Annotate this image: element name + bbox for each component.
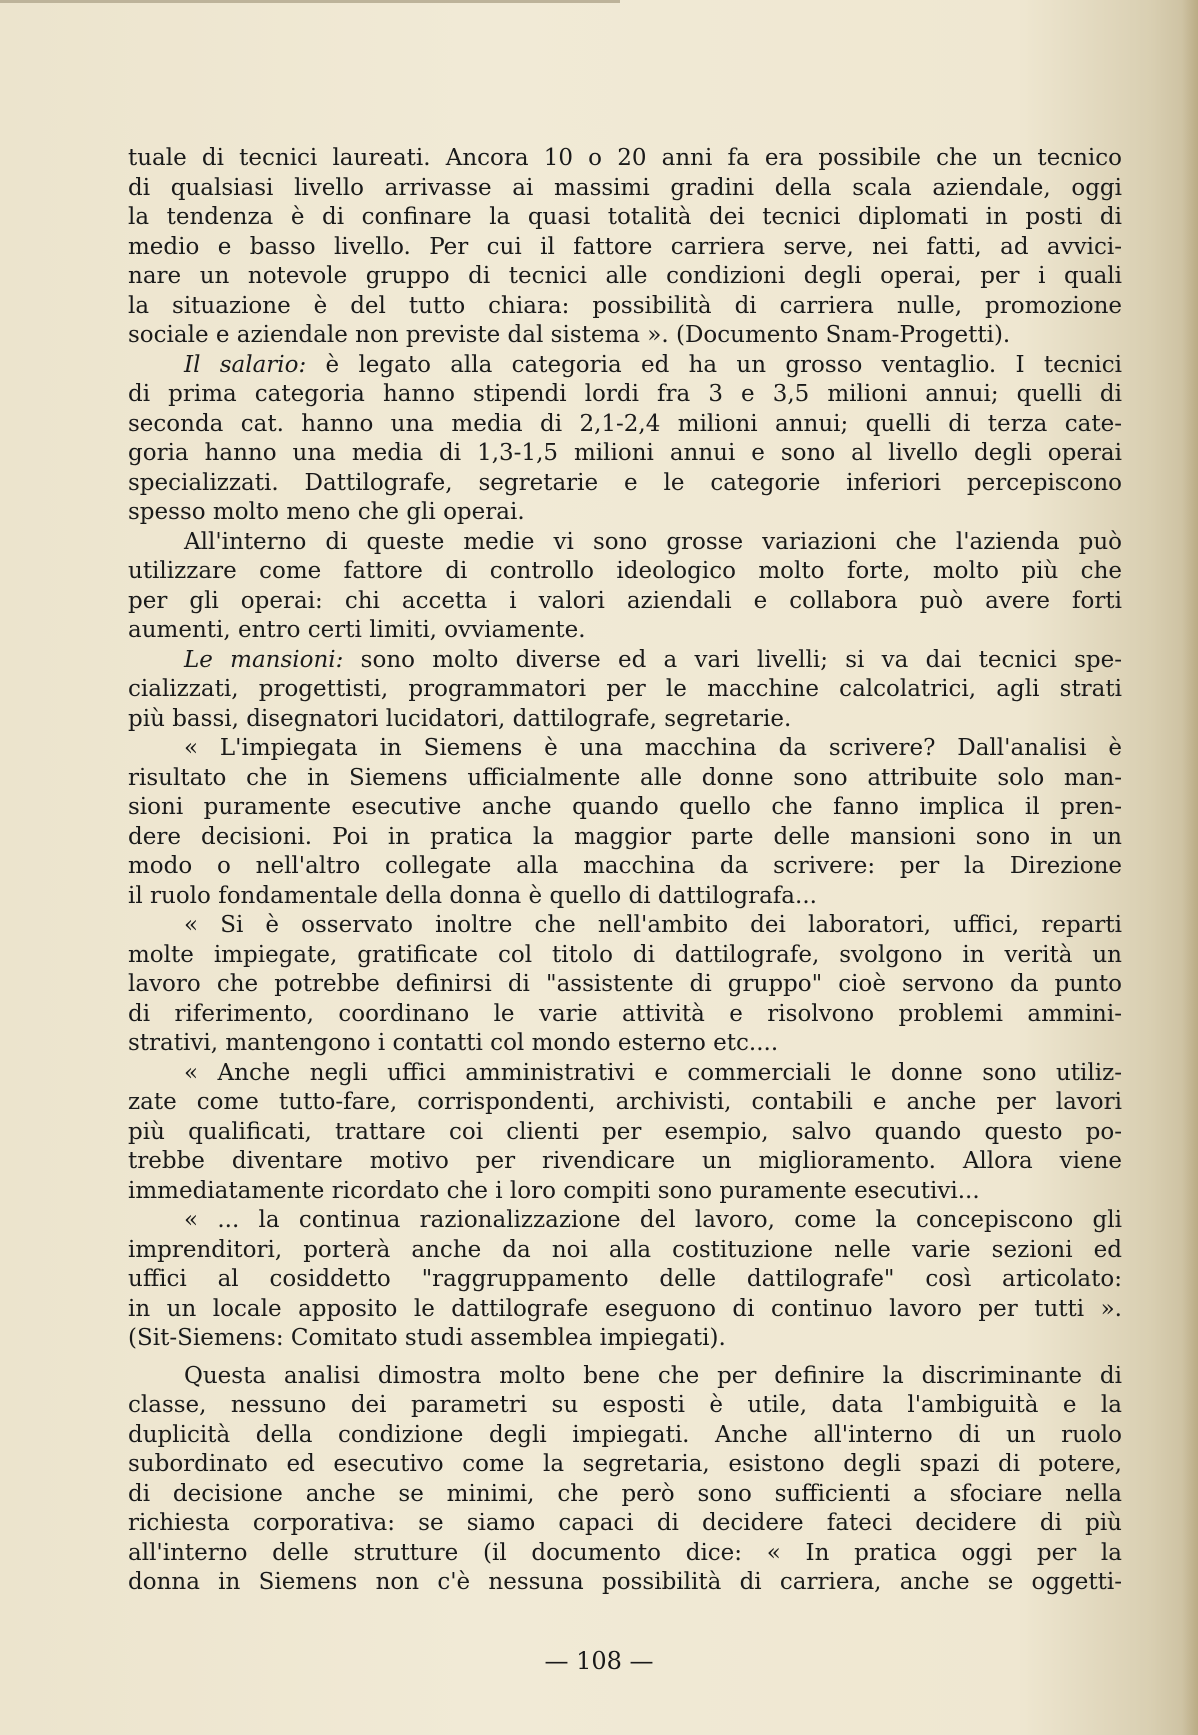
text-line: imprenditori, porterà anche da noi alla costituzione nelle varie sezioni ed <box>128 1236 1122 1263</box>
text-line: spesso molto meno che gli operai. <box>128 499 525 525</box>
text-line: goria hanno una media di 1,3-1,5 milioni annui e sono al livello degli operai <box>128 440 1122 466</box>
text-line: di riferimento, coordinano le varie attività e risolvono problemi ammini- <box>128 1000 1122 1027</box>
text-line: sociale e aziendale non previste dal sistema ». (Documento Snam-Progetti). <box>128 322 1011 348</box>
salario-line-rest: è legato alla categoria ed ha un grosso ventaglio. I tecnici <box>306 351 1122 378</box>
text-line: lavoro che potrebbe definirsi di "assistente di gruppo" cioè servono da punto <box>128 971 1122 997</box>
body-text <box>128 144 1122 1598</box>
salario-heading: Il salario: <box>184 351 307 378</box>
mansioni-heading: Le mansioni: <box>184 646 344 673</box>
text-line: seconda cat. hanno una media di 2,1-2,4 milioni annui; quelli di terza cate- <box>128 410 1122 437</box>
text-line: la tendenza è di confinare la quasi totalità dei tecnici diplomati in posti di <box>128 204 1122 230</box>
text-line: All'interno di queste medie vi sono grosse variazioni che l'azienda può <box>184 528 1122 555</box>
text-line: trebbe diventare motivo per rivendicare un miglioramento. Allora viene <box>128 1148 1122 1174</box>
text-line: specializzati. Dattilografe, segretarie e le categorie inferiori percepiscono <box>128 469 1122 496</box>
text-line: tuale di tecnici laureati. Ancora 10 o 20 anni fa era possibile che un tecnico <box>128 145 1122 171</box>
salario-line <box>128 351 1122 381</box>
text-line: molte impiegate, gratificate col titolo di dattilografe, svolgono in verità un <box>128 941 1122 968</box>
text-line: « ... la continua razionalizzazione del lavoro, come la concepiscono gli <box>184 1207 1122 1233</box>
text-line: dere decisioni. Poi in pratica la maggior parte delle mansioni sono in un <box>128 823 1122 850</box>
page-number: — 108 — <box>544 1647 654 1675</box>
text-line: duplicità della condizione degli impiegati. Anche all'interno di un ruolo <box>128 1421 1122 1448</box>
text-line: utilizzare come fattore di controllo ideologico molto forte, molto più che <box>128 558 1122 584</box>
text-line: cializzati, progettisti, programmatori per le macchine calcolatrici, agli strati <box>128 676 1122 702</box>
text-line: medio e basso livello. Per cui il fattore carriera serve, nei fatti, ad avvici- <box>128 233 1122 260</box>
page-top-edge <box>0 0 620 3</box>
text-line: immediatamente ricordato che i loro compiti sono puramente esecutivi... <box>128 1177 980 1204</box>
text-line: uffici al cosiddetto "raggruppamento delle dattilografe" così articolato: <box>128 1266 1122 1292</box>
text-line: modo o nell'altro collegate alla macchina da scrivere: per la Direzione <box>128 853 1122 879</box>
text-line: subordinato ed esecutivo come la segretaria, esistono degli spazi di potere, <box>128 1451 1122 1477</box>
text-line: di qualsiasi livello arrivasse ai massimi gradini della scala aziendale, oggi <box>128 174 1122 201</box>
text-line: la situazione è del tutto chiara: possibilità di carriera nulle, promozione <box>128 292 1122 319</box>
text-line: « Anche negli uffici amministrativi e commerciali le donne sono utiliz- <box>184 1059 1122 1086</box>
text-line: il ruolo fondamentale della donna è quello di dattilografa... <box>128 882 817 909</box>
text-line: risultato che in Siemens ufficialmente alle donne sono attribuite solo man- <box>128 764 1122 791</box>
text-line: strativi, mantengono i contatti col mondo esterno etc.... <box>128 1030 779 1056</box>
mansioni-line-rest: sono molto diverse ed a vari livelli; si va dai tecnici spe- <box>343 646 1122 673</box>
text-line: più qualificati, trattare coi clienti per esempio, salvo quando questo po- <box>128 1118 1122 1145</box>
text-line: aumenti, entro certi limiti, ovviamente. <box>128 617 586 643</box>
text-line: più bassi, disegnatori lucidatori, dattilografe, segretarie. <box>128 705 792 732</box>
text-line: (Sit-Siemens: Comitato studi assemblea impiegati). <box>128 1325 726 1351</box>
text-line: « L'impiegata in Siemens è una macchina da scrivere? Dall'analisi è <box>184 735 1122 761</box>
text-line: per gli operai: chi accetta i valori aziendali e collabora può avere forti <box>128 587 1122 614</box>
mansioni-line <box>128 646 1122 676</box>
text-line: all'interno delle strutture (il documento dice: « In pratica oggi per la <box>128 1539 1122 1566</box>
text-line: donna in Siemens non c'è nessuna possibilità di carriera, anche se oggetti- <box>128 1569 1122 1595</box>
text-line: Questa analisi dimostra molto bene che per definire la discriminante di <box>184 1362 1122 1389</box>
text-line: in un locale apposito le dattilografe eseguono di continuo lavoro per tutti ». <box>128 1295 1122 1322</box>
text-line: di prima categoria hanno stipendi lordi fra 3 e 3,5 milioni annui; quelli di <box>128 381 1122 407</box>
text-line: sioni puramente esecutive anche quando quello che fanno implica il pren- <box>128 794 1122 820</box>
text-line: classe, nessuno dei parametri su esposti è utile, data l'ambiguità e la <box>128 1392 1122 1418</box>
text-line: richiesta corporativa: se siamo capaci di decidere fateci decidere di più <box>128 1510 1122 1536</box>
text-line: zate come tutto-fare, corrispondenti, archivisti, contabili e anche per lavori <box>128 1089 1122 1115</box>
text-line: « Si è osservato inoltre che nell'ambito dei laboratori, uffici, reparti <box>184 912 1122 938</box>
page-right-edge-shadow <box>1182 0 1198 1735</box>
text-line: di decisione anche se minimi, che però sono sufficienti a sfociare nella <box>128 1480 1122 1507</box>
text-line: nare un notevole gruppo di tecnici alle condizioni degli operai, per i quali <box>128 263 1122 289</box>
